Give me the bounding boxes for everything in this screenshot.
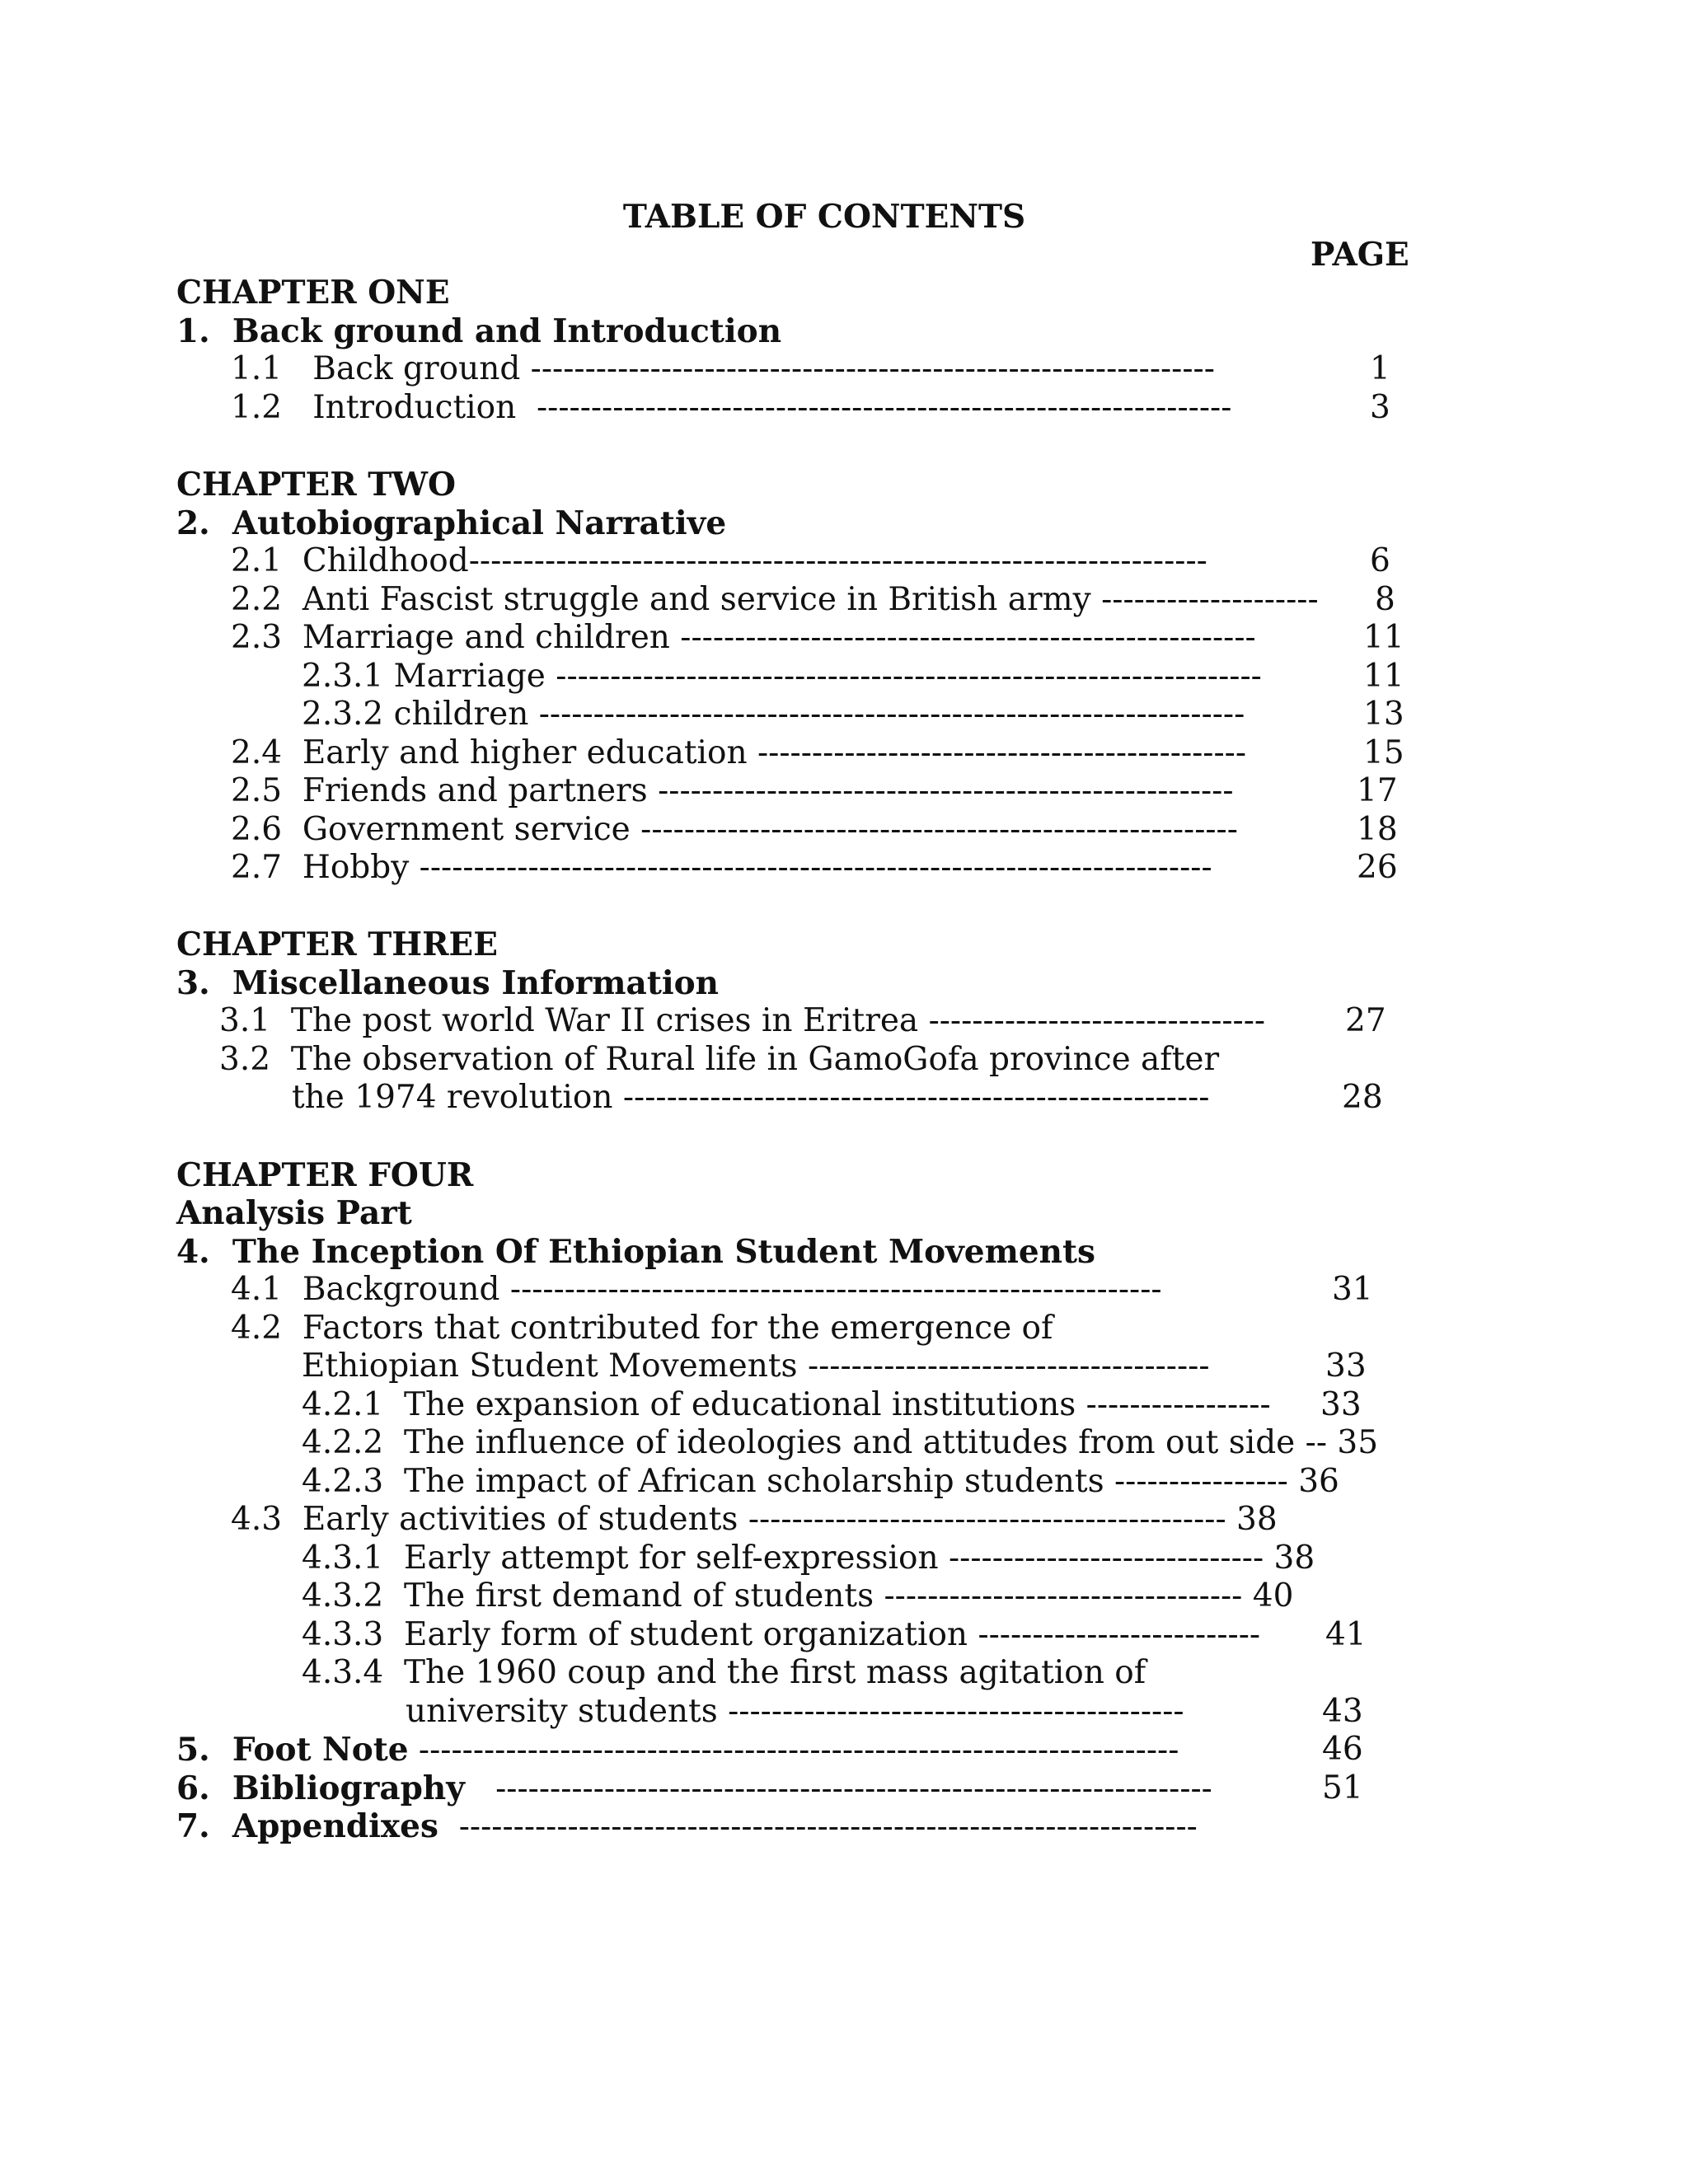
toc-entry-4-2[interactable]	[231, 1310, 1053, 1347]
toc-entry-4-2-cont[interactable]	[302, 1347, 1210, 1385]
analysis-part-heading: Analysis Part	[176, 1194, 412, 1232]
toc-page-number: 41	[1325, 1616, 1367, 1653]
toc-entry-2-6[interactable]	[231, 811, 1238, 849]
toc-page-number: 15	[1363, 734, 1404, 771]
toc-entry-leader: ----------------------------------------------------------------------	[408, 1732, 1179, 1769]
toc-entry-text: 2.3 Marriage and children -----------------------------------------------------	[231, 619, 1256, 656]
toc-entry-text: 4.2.2 The influence of ideologies and attitudes from out side -- 35	[302, 1424, 1379, 1461]
chapter-one-heading: CHAPTER ONE	[176, 274, 450, 312]
toc-entry-label: 7. Appendixes	[176, 1807, 438, 1845]
toc-entry-1-1[interactable]	[231, 350, 1215, 388]
page-column-header: PAGE	[1311, 236, 1409, 274]
toc-entry-4-1[interactable]	[231, 1271, 1162, 1309]
toc-page-number: 18	[1357, 811, 1398, 848]
toc-entry-label: 6. Bibliography	[176, 1769, 465, 1807]
toc-entry-text: 1.2 Introduction ----------------------------------------------------------------	[231, 389, 1232, 426]
toc-entry-3-2-cont[interactable]	[292, 1079, 1209, 1117]
toc-entry-text: 2.2 Anti Fascist struggle and service in British army --------------------	[231, 581, 1319, 618]
toc-entry-1-2[interactable]	[231, 389, 1231, 427]
toc-page-number: 26	[1357, 849, 1398, 886]
toc-entry-text: university students ------------------------------------------	[406, 1693, 1184, 1730]
toc-entry-text: Ethiopian Student Movements -------------------------------------	[302, 1347, 1210, 1385]
section-3-heading: 3. Miscellaneous Information	[176, 964, 720, 1002]
toc-page-number: 31	[1332, 1271, 1373, 1308]
toc-entry-text: 4.3.2 The first demand of students --------------------------------- 40	[302, 1577, 1294, 1615]
toc-page-number: 27	[1345, 1002, 1386, 1039]
toc-entry-bibliography[interactable]	[176, 1769, 1212, 1808]
toc-entry-4-3-4-cont[interactable]	[406, 1693, 1184, 1731]
section-2-heading: 2. Autobiographical Narrative	[176, 504, 727, 542]
chapter-two-heading: CHAPTER TWO	[176, 466, 457, 504]
toc-page-number: 33	[1325, 1347, 1367, 1385]
toc-page-number: 11	[1363, 619, 1404, 656]
toc-entry-text: 2.3.2 children -----------------------------------------------------------------	[302, 696, 1245, 733]
toc-page-number: 1	[1370, 350, 1390, 387]
toc-page-number: 17	[1357, 772, 1398, 809]
toc-entry-3-1[interactable]	[219, 1002, 1265, 1040]
toc-entry-appendixes[interactable]	[176, 1807, 1198, 1846]
toc-entry-2-5[interactable]	[231, 772, 1234, 810]
toc-entry-text: 2.4 Early and higher education ---------------------------------------------	[231, 734, 1247, 771]
toc-entry-3-2[interactable]	[219, 1041, 1219, 1079]
toc-page-number: 28	[1342, 1079, 1383, 1116]
toc-entry-text: 2.3.1 Marriage -----------------------------------------------------------------	[302, 658, 1262, 695]
toc-entry-4-2-2[interactable]	[302, 1424, 1378, 1462]
toc-entry-text: 4.3.4 The 1960 coup and the first mass agitation of	[302, 1654, 1146, 1691]
section-4-heading: 4. The Inception Of Ethiopian Student Movements	[176, 1233, 1096, 1271]
toc-entry-4-2-3[interactable]	[302, 1463, 1339, 1501]
page-title: TABLE OF CONTENTS	[622, 198, 1026, 236]
toc-entry-text: 4.1 Background ------------------------------------------------------------	[231, 1271, 1162, 1308]
toc-entry-text: 3.1 The post world War II crises in Eritrea -------------------------------	[219, 1002, 1266, 1039]
toc-page-number: 3	[1370, 389, 1390, 426]
toc-entry-text: 2.1 Childhood--------------------------------------------------------------------	[231, 542, 1207, 579]
toc-entry-2-7[interactable]	[231, 849, 1212, 887]
toc-entry-4-3-1[interactable]	[302, 1540, 1315, 1577]
toc-entry-text: 2.6 Government service -------------------------------------------------------	[231, 811, 1238, 848]
toc-entry-leader: --------------------------------------------------------------------	[438, 1808, 1198, 1845]
toc-page-number: 43	[1322, 1693, 1363, 1730]
toc-entry-text: 4.3.3 Early form of student organization --------------------------	[302, 1616, 1261, 1653]
chapter-four-heading: CHAPTER FOUR	[176, 1156, 474, 1194]
toc-entry-4-3-4[interactable]	[302, 1654, 1146, 1692]
toc-entry-2-1[interactable]	[231, 542, 1207, 580]
toc-entry-2-2[interactable]	[231, 581, 1319, 619]
toc-page-number: 46	[1322, 1731, 1363, 1768]
toc-entry-label: 5. Foot Note	[176, 1731, 409, 1769]
toc-entry-text: 3.2 The observation of Rural life in GamoGofa province after	[219, 1041, 1220, 1078]
section-1-heading: 1. Back ground and Introduction	[176, 312, 782, 350]
toc-page-number: 33	[1320, 1386, 1362, 1423]
toc-entry-text: 1.1 Back ground ---------------------------------------------------------------	[231, 350, 1215, 387]
toc-entry-text: 2.7 Hobby -------------------------------------------------------------------------	[231, 849, 1212, 886]
toc-entry-text: 4.3 Early activities of students -------------------------------------------- 38	[231, 1501, 1278, 1538]
toc-entry-text: 2.5 Friends and partners -----------------------------------------------------	[231, 772, 1234, 809]
toc-entry-4-3[interactable]	[231, 1501, 1278, 1539]
toc-entry-leader: ------------------------------------------------------------------	[464, 1770, 1212, 1807]
toc-entry-2-3-2[interactable]	[302, 696, 1245, 733]
toc-entry-text: 4.2.1 The expansion of educational institutions -----------------	[302, 1386, 1271, 1423]
toc-entry-4-2-1[interactable]	[302, 1386, 1271, 1424]
chapter-three-heading: CHAPTER THREE	[176, 926, 498, 963]
toc-entry-text: the 1974 revolution ------------------------------------------------------	[292, 1079, 1210, 1116]
toc-entry-2-3-1[interactable]	[302, 658, 1262, 696]
toc-entry-text: 4.2.3 The impact of African scholarship students ---------------- 36	[302, 1463, 1339, 1500]
toc-page-number: 6	[1370, 542, 1390, 579]
toc-entry-4-3-2[interactable]	[302, 1577, 1293, 1615]
toc-entry-text: 4.2 Factors that contributed for the emergence of	[231, 1310, 1053, 1347]
toc-page-number: 13	[1363, 696, 1404, 733]
toc-entry-text: 4.3.1 Early attempt for self-expression ----------------------------- 38	[302, 1540, 1315, 1577]
toc-entry-2-3[interactable]	[231, 619, 1256, 657]
toc-entry-foot-note[interactable]	[176, 1731, 1179, 1769]
toc-page-number: 51	[1322, 1769, 1363, 1807]
toc-page-number: 8	[1375, 581, 1395, 618]
toc-entry-2-4[interactable]	[231, 734, 1246, 772]
toc-page-number: 11	[1363, 658, 1404, 695]
toc-entry-4-3-3[interactable]	[302, 1616, 1260, 1654]
